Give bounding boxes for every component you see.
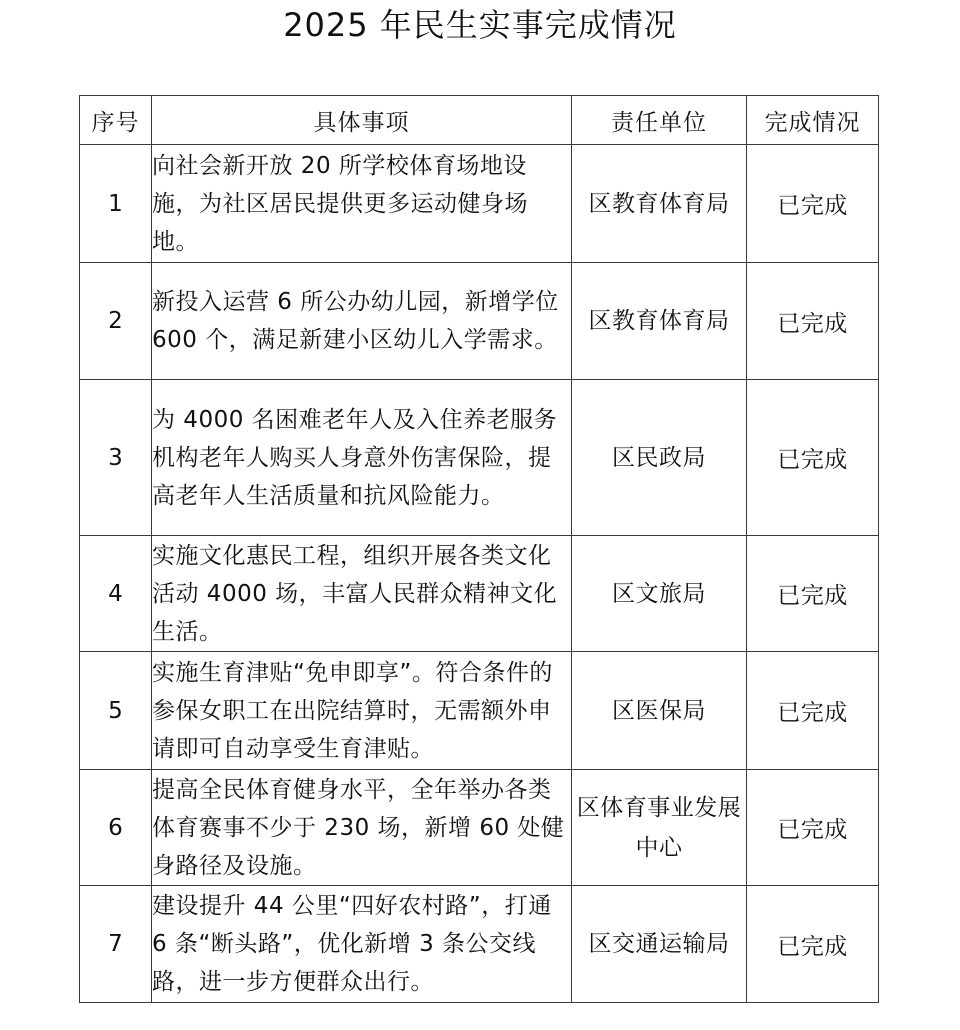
row-responsible-unit: 区文旅局 — [572, 536, 747, 652]
table-header-row — [80, 96, 879, 145]
table-row — [80, 380, 879, 536]
table-row — [80, 263, 879, 380]
row-serial-number: 7 — [80, 886, 152, 1003]
livelihood-projects-table — [79, 95, 879, 1003]
row-responsible-unit: 区教育体育局 — [572, 145, 747, 263]
row-responsible-unit: 区医保局 — [572, 652, 747, 770]
row-item-text: 提高全民体育健身水平，全年举办各类体育赛事不少于 230 场，新增 60 处健身路径及设施。 — [152, 770, 572, 886]
page-title: 2025 年民生实事完成情况 — [283, 6, 677, 44]
header-specific-item: 具体事项 — [152, 96, 572, 145]
row-serial-number: 1 — [80, 145, 152, 263]
row-serial-number: 4 — [80, 536, 152, 652]
header-serial-number: 序号 — [80, 96, 152, 145]
row-serial-number: 6 — [80, 770, 152, 886]
table-row — [80, 145, 879, 263]
row-status: 已完成 — [747, 770, 879, 886]
row-serial-number: 3 — [80, 380, 152, 536]
row-status: 已完成 — [747, 145, 879, 263]
table-row — [80, 652, 879, 770]
row-responsible-unit: 区教育体育局 — [572, 263, 747, 380]
row-item-text: 实施生育津贴“免申即享”。符合条件的参保女职工在出院结算时，无需额外申请即可自动享受生育津贴。 — [152, 652, 572, 770]
row-status: 已完成 — [747, 536, 879, 652]
row-item-text: 建设提升 44 公里“四好农村路”，打通 6 条“断头路”，优化新增 3 条公交线路，进一步方便群众出行。 — [152, 886, 572, 1003]
header-responsible-unit: 责任单位 — [572, 96, 747, 145]
row-item-text: 向社会新开放 20 所学校体育场地设施，为社区居民提供更多运动健身场地。 — [152, 145, 572, 263]
row-status: 已完成 — [747, 380, 879, 536]
row-responsible-unit: 区交通运输局 — [572, 886, 747, 1003]
row-status: 已完成 — [747, 652, 879, 770]
header-completion-status: 完成情况 — [747, 96, 879, 145]
row-serial-number: 2 — [80, 263, 152, 380]
row-responsible-unit: 区民政局 — [572, 380, 747, 536]
row-status: 已完成 — [747, 886, 879, 1003]
table-row — [80, 886, 879, 1003]
row-serial-number: 5 — [80, 652, 152, 770]
table-row — [80, 536, 879, 652]
row-item-text: 实施文化惠民工程，组织开展各类文化活动 4000 场，丰富人民群众精神文化生活。 — [152, 536, 572, 652]
row-item-text: 为 4000 名困难老年人及入住养老服务机构老年人购买人身意外伤害保险，提高老年人生活质量和抗风险能力。 — [152, 380, 572, 536]
row-status: 已完成 — [747, 263, 879, 380]
row-item-text: 新投入运营 6 所公办幼儿园，新增学位 600 个，满足新建小区幼儿入学需求。 — [152, 263, 572, 380]
table-row — [80, 770, 879, 886]
row-responsible-unit: 区体育事业发展中心 — [572, 770, 747, 886]
